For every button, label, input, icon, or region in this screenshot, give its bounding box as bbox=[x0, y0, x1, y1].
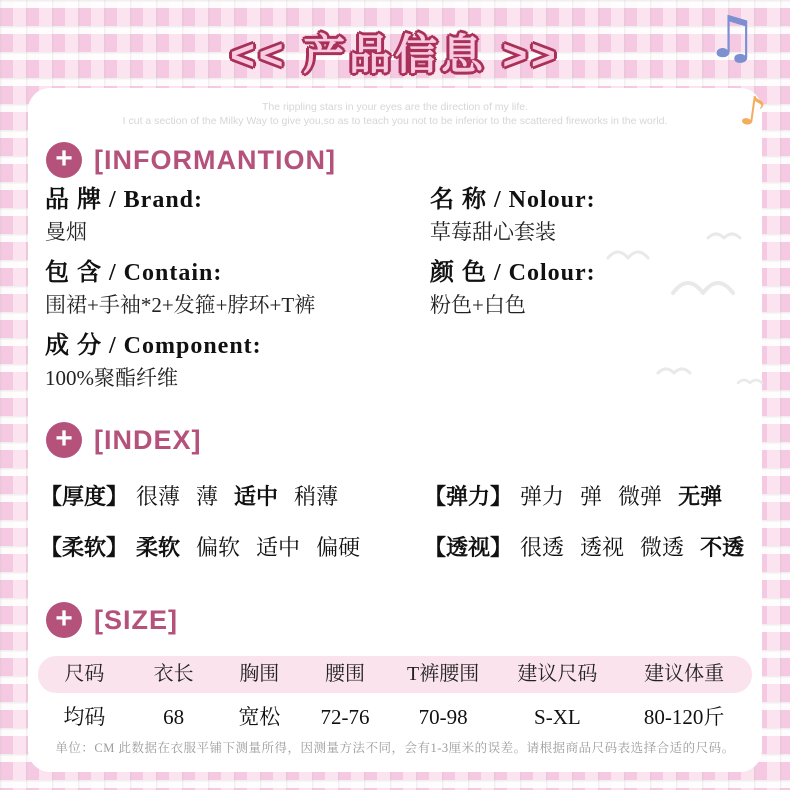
col-suggested-weight: 建议体重 bbox=[644, 663, 725, 685]
component-value: 100%聚酯纤维 bbox=[45, 366, 178, 390]
field-brand bbox=[45, 184, 430, 248]
tagline-line1: The rippling stars in your eyes are the direction of my life. bbox=[261, 101, 529, 113]
field-contain bbox=[45, 257, 430, 321]
thickness-option: 稍薄 bbox=[294, 484, 339, 509]
cell-waist: 72-76 bbox=[320, 705, 370, 729]
col-suggested-size: 建议尺码 bbox=[517, 663, 598, 685]
col-size: 尺码 bbox=[64, 663, 105, 685]
size-section-header bbox=[46, 602, 178, 638]
contain-label: 包 含 / Contain: bbox=[45, 260, 223, 286]
index-row-softness bbox=[40, 531, 376, 562]
col-waist: 腰围 bbox=[324, 663, 365, 685]
softness-option: 偏硬 bbox=[316, 535, 361, 560]
softness-option: 适中 bbox=[256, 535, 301, 560]
brand-label: 品 牌 / Brand: bbox=[45, 187, 204, 213]
page-title: << 产品信息 >> bbox=[230, 31, 560, 78]
content-panel bbox=[28, 88, 762, 772]
thickness-option: 很薄 bbox=[136, 484, 181, 509]
informantion-section-header bbox=[46, 142, 336, 178]
index-row-sheerness bbox=[424, 531, 760, 562]
cell-bust: 宽松 bbox=[238, 705, 281, 729]
informantion-heading: [INFORMANTION] bbox=[94, 144, 336, 175]
measurement-note: 单位：CM 此数据在衣服平铺下测量所得，因测量方法不同，会有1-3厘米的误差。请根据商品尺码表选择合适的尺码。 bbox=[55, 741, 735, 755]
index-heading: [INDEX] bbox=[94, 424, 202, 455]
index-section-header bbox=[46, 422, 202, 458]
colour-label: 颜 色 / Colour: bbox=[430, 260, 596, 286]
info-column-left bbox=[45, 184, 430, 403]
component-label: 成 分 / Component: bbox=[45, 333, 262, 359]
size-table-data-row bbox=[38, 702, 752, 732]
softness-option: 偏软 bbox=[196, 535, 241, 560]
name-label: 名 称 / Nolour: bbox=[430, 187, 596, 213]
field-colour bbox=[430, 257, 745, 321]
plus-icon: + bbox=[46, 142, 82, 178]
elasticity-label: 【弹力】 bbox=[424, 484, 513, 509]
field-name bbox=[430, 184, 745, 248]
size-table-header-row bbox=[38, 656, 752, 693]
cell-suggested-size: S-XL bbox=[534, 705, 581, 729]
info-grid bbox=[45, 184, 745, 403]
col-length: 衣长 bbox=[153, 663, 194, 685]
col-bust: 胸围 bbox=[239, 663, 280, 685]
cell-tback-waist: 70-98 bbox=[418, 705, 468, 729]
sheerness-option: 透视 bbox=[580, 535, 625, 560]
thickness-label: 【厚度】 bbox=[40, 484, 129, 509]
sheerness-option-selected: 不透 bbox=[700, 535, 745, 560]
field-component bbox=[45, 330, 430, 394]
softness-option-selected: 柔软 bbox=[136, 535, 181, 560]
thickness-option-selected: 适中 bbox=[234, 484, 279, 509]
tagline-line2: I cut a section of the Milky Way to give you,so as to teach you not to be inferior to the scattered fireworks in the world. bbox=[122, 115, 668, 127]
contain-value: 围裙+手袖*2+发箍+脖环+T裤 bbox=[45, 293, 316, 317]
elasticity-option: 弹力 bbox=[520, 484, 565, 509]
colour-value: 粉色+白色 bbox=[430, 293, 526, 317]
index-row-elasticity bbox=[424, 480, 738, 511]
sheerness-option: 微透 bbox=[640, 535, 685, 560]
size-heading: [SIZE] bbox=[94, 604, 178, 635]
plus-icon: + bbox=[46, 422, 82, 458]
brand-value: 曼烟 bbox=[45, 220, 87, 244]
cell-length: 68 bbox=[163, 705, 185, 729]
size-table bbox=[38, 656, 752, 732]
cell-size: 均码 bbox=[63, 705, 106, 729]
info-column-right bbox=[430, 184, 745, 403]
elasticity-option-selected: 无弹 bbox=[678, 484, 723, 509]
tagline bbox=[28, 100, 762, 128]
index-row-thickness bbox=[40, 480, 354, 511]
elasticity-option: 微弹 bbox=[618, 484, 663, 509]
music-note-beamed-icon: ♫ bbox=[706, 3, 758, 71]
softness-label: 【柔软】 bbox=[40, 535, 129, 560]
thickness-option: 薄 bbox=[196, 484, 219, 509]
name-value: 草莓甜心套装 bbox=[430, 220, 556, 244]
music-note-icon: ♪ bbox=[736, 87, 769, 137]
elasticity-option: 弹 bbox=[580, 484, 603, 509]
plus-icon: + bbox=[46, 602, 82, 638]
col-tback-waist: T裤腰围 bbox=[407, 663, 480, 685]
cell-suggested-weight: 80-120斤 bbox=[643, 705, 725, 729]
sheerness-option: 很透 bbox=[520, 535, 565, 560]
sheerness-label: 【透视】 bbox=[424, 535, 513, 560]
